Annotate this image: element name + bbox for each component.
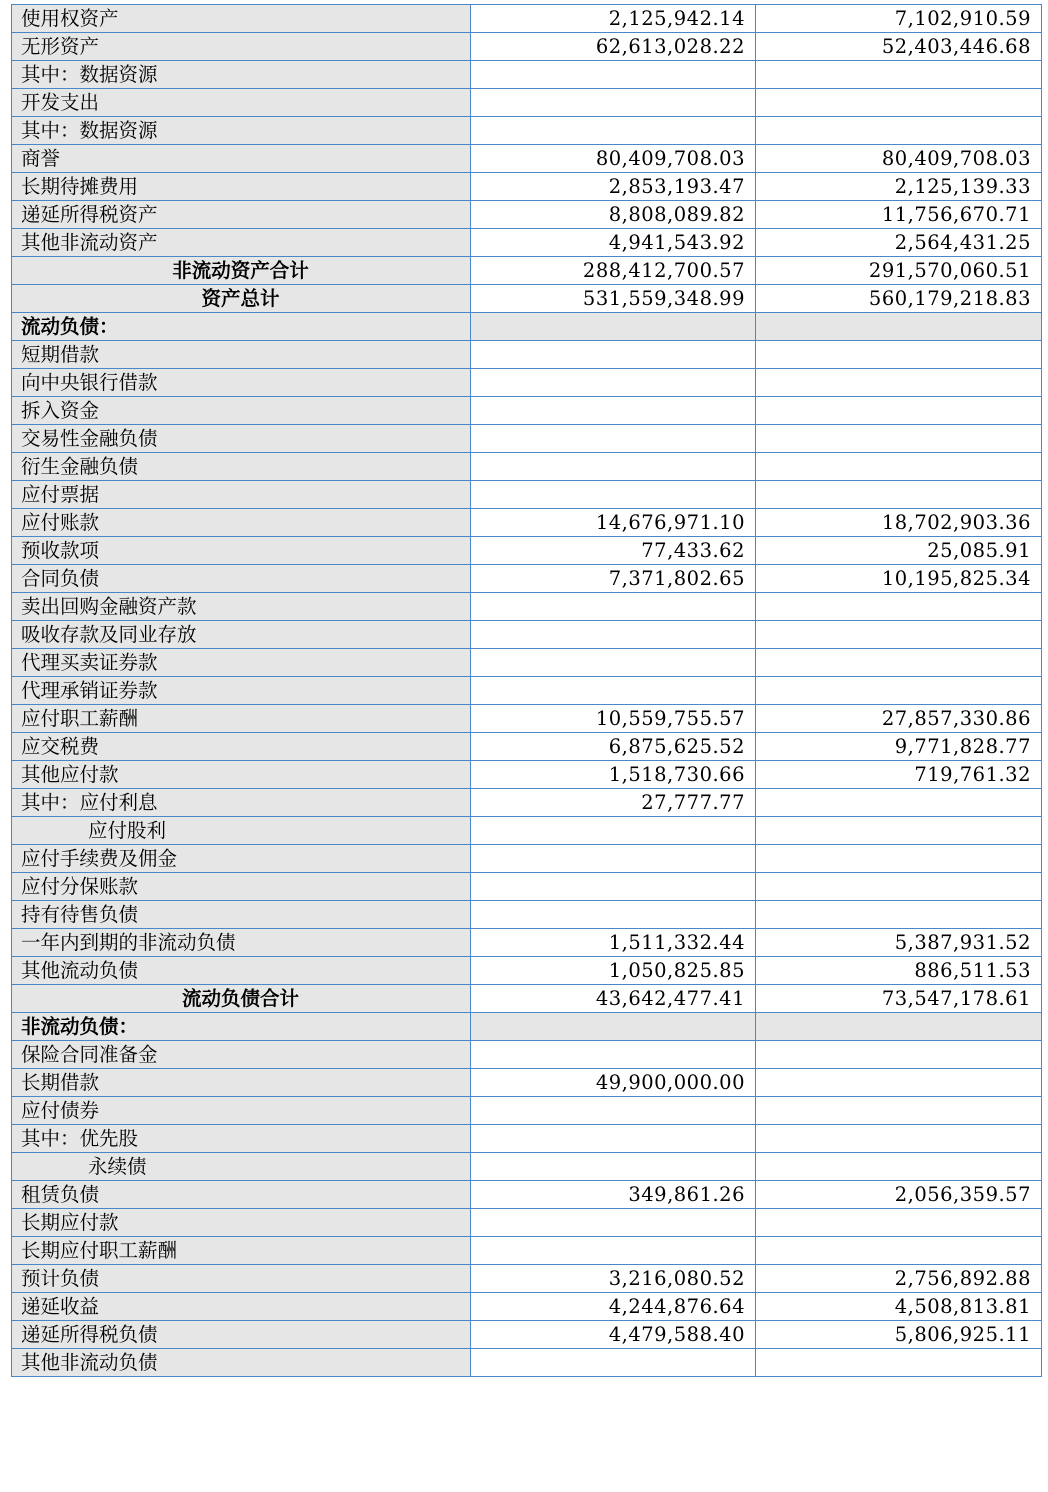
current-period-value xyxy=(471,61,756,89)
prior-period-value xyxy=(756,117,1042,145)
current-period-value: 6,875,625.52 xyxy=(471,733,756,761)
current-period-value xyxy=(471,677,756,705)
table-row xyxy=(12,649,1042,677)
table-row xyxy=(12,1041,1042,1069)
current-period-value: 288,412,700.57 xyxy=(471,257,756,285)
row-label: 其他流动负债 xyxy=(12,957,471,985)
current-period-value: 531,559,348.99 xyxy=(471,285,756,313)
table-row xyxy=(12,733,1042,761)
row-label: 向中央银行借款 xyxy=(12,369,471,397)
row-label: 应交税费 xyxy=(12,733,471,761)
current-period-value xyxy=(471,369,756,397)
table-row xyxy=(12,1013,1042,1041)
current-period-value xyxy=(471,1153,756,1181)
row-label: 其中：数据资源 xyxy=(12,61,471,89)
row-label: 交易性金融负债 xyxy=(12,425,471,453)
row-label: 代理承销证券款 xyxy=(12,677,471,705)
prior-period-value: 7,102,910.59 xyxy=(756,5,1042,33)
prior-period-value xyxy=(756,1041,1042,1069)
prior-period-value xyxy=(756,1153,1042,1181)
prior-period-value: 2,756,892.88 xyxy=(756,1265,1042,1293)
prior-period-value xyxy=(756,369,1042,397)
table-row xyxy=(12,33,1042,61)
row-label: 长期应付职工薪酬 xyxy=(12,1237,471,1265)
current-period-value: 4,479,588.40 xyxy=(471,1321,756,1349)
prior-period-value: 25,085.91 xyxy=(756,537,1042,565)
prior-period-value xyxy=(756,453,1042,481)
current-period-value xyxy=(471,1013,756,1041)
prior-period-value xyxy=(756,89,1042,117)
row-label: 短期借款 xyxy=(12,341,471,369)
table-row xyxy=(12,5,1042,33)
row-label: 递延所得税负债 xyxy=(12,1321,471,1349)
table-row xyxy=(12,509,1042,537)
table-row xyxy=(12,369,1042,397)
row-label: 长期待摊费用 xyxy=(12,173,471,201)
current-period-value xyxy=(471,1349,756,1377)
table-row xyxy=(12,593,1042,621)
prior-period-value: 52,403,446.68 xyxy=(756,33,1042,61)
row-label: 应付账款 xyxy=(12,509,471,537)
current-period-value xyxy=(471,1125,756,1153)
table-row xyxy=(12,61,1042,89)
current-period-value: 2,125,942.14 xyxy=(471,5,756,33)
current-period-value xyxy=(471,341,756,369)
current-period-value: 80,409,708.03 xyxy=(471,145,756,173)
row-label: 递延所得税资产 xyxy=(12,201,471,229)
row-label: 应付票据 xyxy=(12,481,471,509)
row-label: 其他非流动负债 xyxy=(12,1349,471,1377)
table-row xyxy=(12,845,1042,873)
prior-period-value: 18,702,903.36 xyxy=(756,509,1042,537)
table-row xyxy=(12,285,1042,313)
table-row xyxy=(12,1125,1042,1153)
row-label: 资产总计 xyxy=(12,285,471,313)
table-row xyxy=(12,257,1042,285)
prior-period-value: 80,409,708.03 xyxy=(756,145,1042,173)
row-label: 流动负债合计 xyxy=(12,985,471,1013)
prior-period-value xyxy=(756,1069,1042,1097)
prior-period-value xyxy=(756,341,1042,369)
prior-period-value: 719,761.32 xyxy=(756,761,1042,789)
current-period-value xyxy=(471,89,756,117)
current-period-value xyxy=(471,817,756,845)
prior-period-value xyxy=(756,873,1042,901)
row-label: 应付职工薪酬 xyxy=(12,705,471,733)
table-row xyxy=(12,705,1042,733)
prior-period-value: 2,564,431.25 xyxy=(756,229,1042,257)
table-row xyxy=(12,397,1042,425)
table-row xyxy=(12,481,1042,509)
table-row xyxy=(12,201,1042,229)
row-label: 应付分保账款 xyxy=(12,873,471,901)
prior-period-value xyxy=(756,845,1042,873)
table-row xyxy=(12,817,1042,845)
current-period-value: 3,216,080.52 xyxy=(471,1265,756,1293)
prior-period-value xyxy=(756,1209,1042,1237)
table-row xyxy=(12,761,1042,789)
table-row xyxy=(12,173,1042,201)
table-row xyxy=(12,313,1042,341)
row-label: 永续债 xyxy=(12,1153,471,1181)
row-label: 流动负债： xyxy=(12,313,471,341)
current-period-value: 4,244,876.64 xyxy=(471,1293,756,1321)
prior-period-value xyxy=(756,1013,1042,1041)
prior-period-value xyxy=(756,1349,1042,1377)
current-period-value xyxy=(471,873,756,901)
row-label: 吸收存款及同业存放 xyxy=(12,621,471,649)
table-row xyxy=(12,89,1042,117)
prior-period-value xyxy=(756,1125,1042,1153)
row-label: 衍生金融负债 xyxy=(12,453,471,481)
table-row xyxy=(12,229,1042,257)
table-row xyxy=(12,677,1042,705)
table-row xyxy=(12,873,1042,901)
row-label: 应付债券 xyxy=(12,1097,471,1125)
row-label: 递延收益 xyxy=(12,1293,471,1321)
row-label: 非流动资产合计 xyxy=(12,257,471,285)
prior-period-value xyxy=(756,677,1042,705)
current-period-value: 1,518,730.66 xyxy=(471,761,756,789)
table-row xyxy=(12,1097,1042,1125)
current-period-value xyxy=(471,453,756,481)
row-label: 应付股利 xyxy=(12,817,471,845)
current-period-value xyxy=(471,117,756,145)
table-row xyxy=(12,901,1042,929)
table-row xyxy=(12,1153,1042,1181)
prior-period-value: 2,125,139.33 xyxy=(756,173,1042,201)
row-label: 其中：数据资源 xyxy=(12,117,471,145)
current-period-value: 62,613,028.22 xyxy=(471,33,756,61)
table-row xyxy=(12,1293,1042,1321)
prior-period-value: 11,756,670.71 xyxy=(756,201,1042,229)
current-period-value: 1,050,825.85 xyxy=(471,957,756,985)
current-period-value: 77,433.62 xyxy=(471,537,756,565)
prior-period-value xyxy=(756,481,1042,509)
table-row xyxy=(12,117,1042,145)
row-label: 合同负债 xyxy=(12,565,471,593)
prior-period-value xyxy=(756,1237,1042,1265)
current-period-value: 2,853,193.47 xyxy=(471,173,756,201)
prior-period-value xyxy=(756,649,1042,677)
current-period-value xyxy=(471,1041,756,1069)
current-period-value xyxy=(471,649,756,677)
row-label: 卖出回购金融资产款 xyxy=(12,593,471,621)
prior-period-value xyxy=(756,313,1042,341)
prior-period-value xyxy=(756,789,1042,817)
balance-sheet-body xyxy=(12,5,1042,1377)
current-period-value: 8,808,089.82 xyxy=(471,201,756,229)
current-period-value xyxy=(471,313,756,341)
table-row xyxy=(12,537,1042,565)
prior-period-value: 73,547,178.61 xyxy=(756,985,1042,1013)
current-period-value: 7,371,802.65 xyxy=(471,565,756,593)
balance-sheet-table xyxy=(11,4,1042,1377)
row-label: 其中：优先股 xyxy=(12,1125,471,1153)
row-label: 代理买卖证券款 xyxy=(12,649,471,677)
current-period-value xyxy=(471,1097,756,1125)
current-period-value xyxy=(471,1237,756,1265)
table-row xyxy=(12,1069,1042,1097)
table-row xyxy=(12,789,1042,817)
prior-period-value xyxy=(756,397,1042,425)
prior-period-value xyxy=(756,817,1042,845)
row-label: 其中：应付利息 xyxy=(12,789,471,817)
current-period-value: 43,642,477.41 xyxy=(471,985,756,1013)
prior-period-value: 5,387,931.52 xyxy=(756,929,1042,957)
row-label: 预计负债 xyxy=(12,1265,471,1293)
row-label: 长期借款 xyxy=(12,1069,471,1097)
prior-period-value: 9,771,828.77 xyxy=(756,733,1042,761)
prior-period-value: 291,570,060.51 xyxy=(756,257,1042,285)
current-period-value xyxy=(471,397,756,425)
row-label: 其他应付款 xyxy=(12,761,471,789)
row-label: 一年内到期的非流动负债 xyxy=(12,929,471,957)
current-period-value xyxy=(471,1209,756,1237)
table-row xyxy=(12,621,1042,649)
prior-period-value: 886,511.53 xyxy=(756,957,1042,985)
current-period-value: 49,900,000.00 xyxy=(471,1069,756,1097)
table-row xyxy=(12,425,1042,453)
table-row xyxy=(12,985,1042,1013)
prior-period-value xyxy=(756,621,1042,649)
prior-period-value: 5,806,925.11 xyxy=(756,1321,1042,1349)
row-label: 开发支出 xyxy=(12,89,471,117)
prior-period-value xyxy=(756,593,1042,621)
table-row xyxy=(12,1349,1042,1377)
current-period-value xyxy=(471,425,756,453)
prior-period-value: 2,056,359.57 xyxy=(756,1181,1042,1209)
current-period-value xyxy=(471,845,756,873)
table-row xyxy=(12,1237,1042,1265)
row-label: 其他非流动资产 xyxy=(12,229,471,257)
prior-period-value xyxy=(756,1097,1042,1125)
current-period-value: 10,559,755.57 xyxy=(471,705,756,733)
row-label: 无形资产 xyxy=(12,33,471,61)
row-label: 租赁负债 xyxy=(12,1181,471,1209)
row-label: 应付手续费及佣金 xyxy=(12,845,471,873)
current-period-value xyxy=(471,481,756,509)
row-label: 预收款项 xyxy=(12,537,471,565)
prior-period-value: 4,508,813.81 xyxy=(756,1293,1042,1321)
current-period-value: 27,777.77 xyxy=(471,789,756,817)
prior-period-value xyxy=(756,61,1042,89)
table-row xyxy=(12,453,1042,481)
prior-period-value: 560,179,218.83 xyxy=(756,285,1042,313)
table-row xyxy=(12,565,1042,593)
table-row xyxy=(12,929,1042,957)
current-period-value: 1,511,332.44 xyxy=(471,929,756,957)
prior-period-value xyxy=(756,901,1042,929)
current-period-value: 4,941,543.92 xyxy=(471,229,756,257)
row-label: 长期应付款 xyxy=(12,1209,471,1237)
table-row xyxy=(12,957,1042,985)
row-label: 非流动负债： xyxy=(12,1013,471,1041)
current-period-value xyxy=(471,901,756,929)
prior-period-value: 27,857,330.86 xyxy=(756,705,1042,733)
table-row xyxy=(12,145,1042,173)
table-row xyxy=(12,1181,1042,1209)
table-row xyxy=(12,1265,1042,1293)
row-label: 保险合同准备金 xyxy=(12,1041,471,1069)
current-period-value: 14,676,971.10 xyxy=(471,509,756,537)
table-row xyxy=(12,1209,1042,1237)
row-label: 使用权资产 xyxy=(12,5,471,33)
table-row xyxy=(12,1321,1042,1349)
prior-period-value xyxy=(756,425,1042,453)
table-row xyxy=(12,341,1042,369)
row-label: 持有待售负债 xyxy=(12,901,471,929)
row-label: 商誉 xyxy=(12,145,471,173)
row-label: 拆入资金 xyxy=(12,397,471,425)
current-period-value xyxy=(471,593,756,621)
prior-period-value: 10,195,825.34 xyxy=(756,565,1042,593)
current-period-value xyxy=(471,621,756,649)
current-period-value: 349,861.26 xyxy=(471,1181,756,1209)
